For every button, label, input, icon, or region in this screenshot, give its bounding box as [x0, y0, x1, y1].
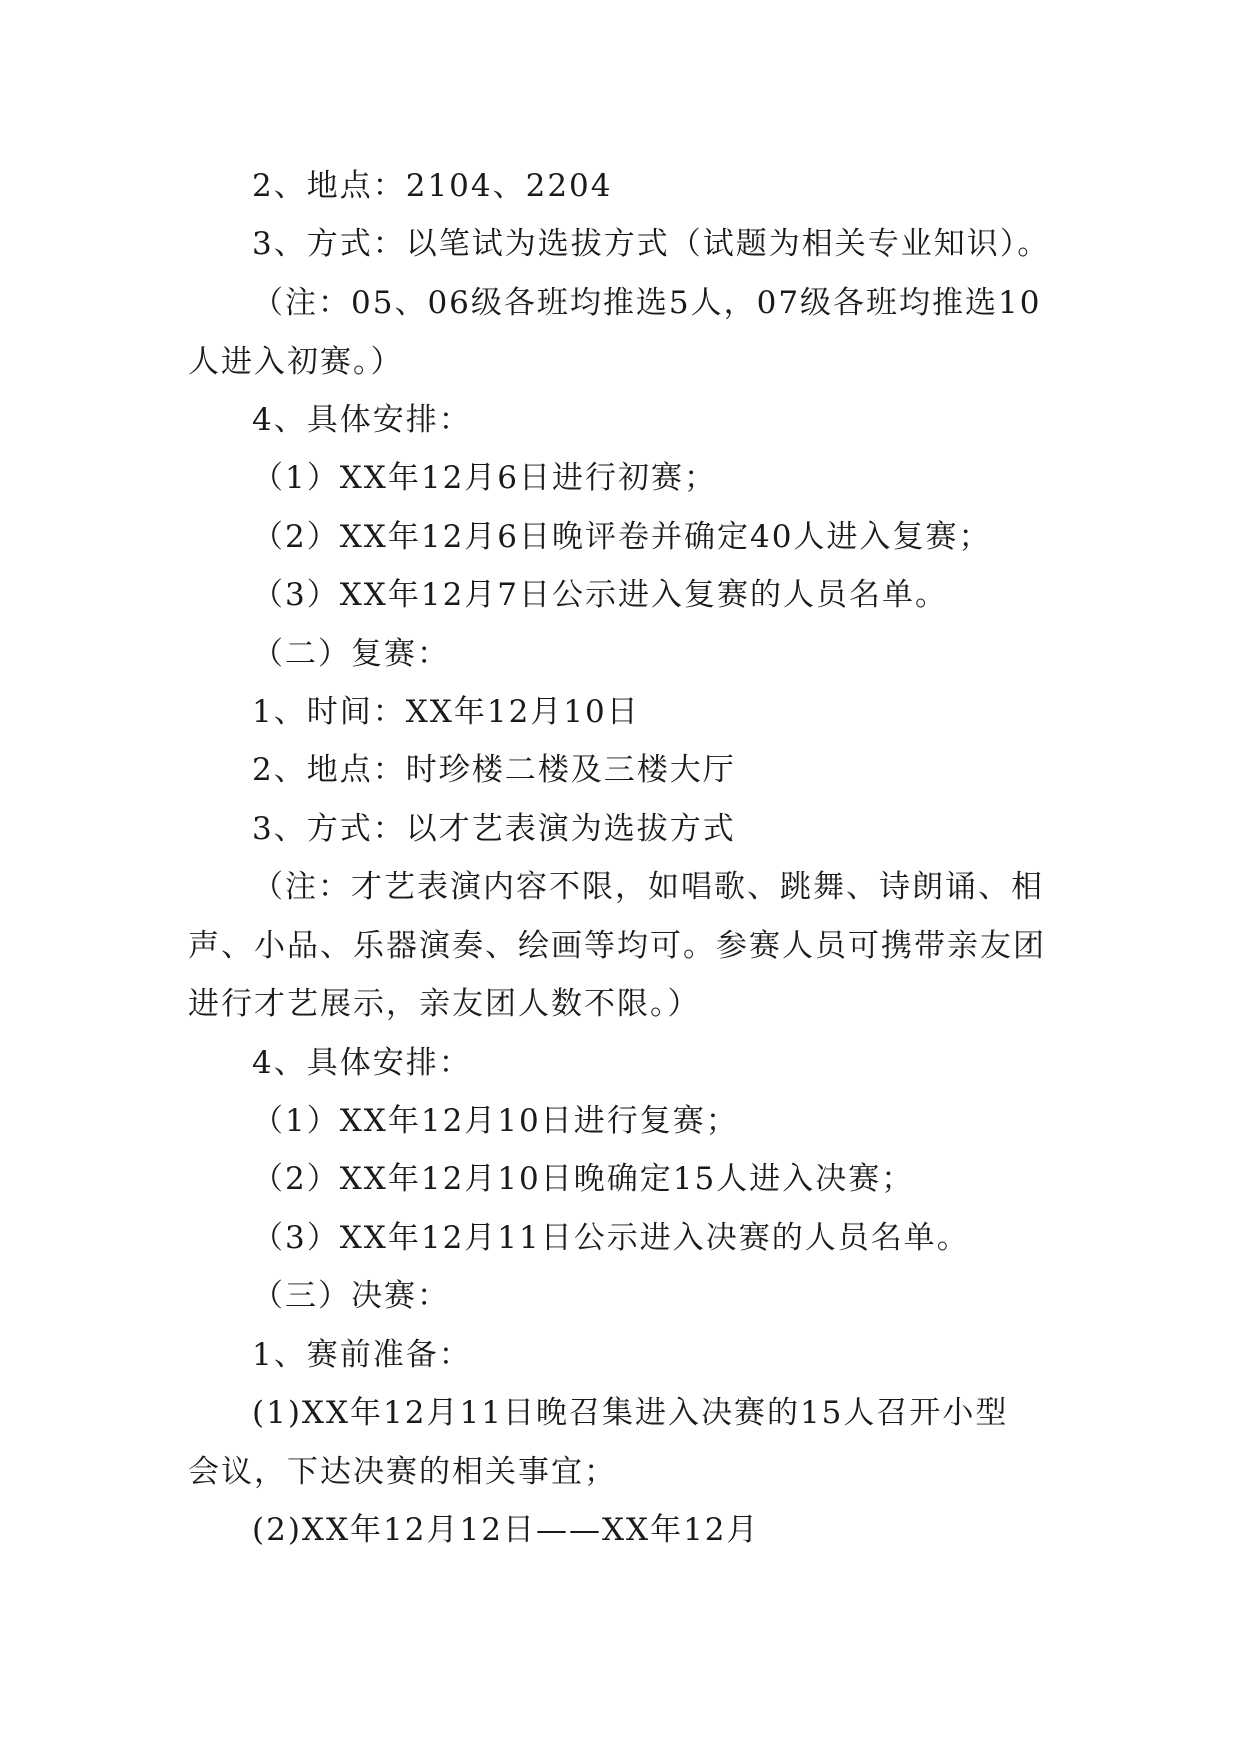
text-line: 声、小品、乐器演奏、绘画等均可。参赛人员可携带亲友团	[188, 928, 1046, 964]
text-line: 进行才艺展示，亲友团人数不限。）	[188, 986, 701, 1022]
text-line: 4、具体安排：	[252, 402, 472, 438]
text-line: 1、赛前准备：	[252, 1337, 472, 1373]
text-line: 4、具体安排：	[252, 1045, 472, 1081]
text-line: 2、地点：2104、2204	[252, 168, 613, 204]
section-heading: （二）复赛：	[252, 636, 450, 672]
text-line: （注：05、06级各班均推选5人，07级各班均推选10	[252, 285, 1042, 321]
text-line: （1）XX年12月10日进行复赛；	[252, 1103, 739, 1139]
text-line: 会议，下达决赛的相关事宜；	[188, 1454, 617, 1490]
text-line: 1、时间：XX年12月10日	[252, 694, 640, 730]
text-line: （注：才艺表演内容不限，如唱歌、跳舞、诗朗诵、相	[252, 869, 1044, 905]
text-line: （2）XX年12月10日晚确定15人进入决赛；	[252, 1161, 915, 1197]
text-line: （1）XX年12月6日进行初赛；	[252, 460, 718, 496]
text-line: (1)XX年12月11日晚召集进入决赛的15人召开小型	[252, 1395, 1009, 1431]
text-line: 人进入初赛。）	[188, 344, 404, 380]
text-line: 3、方式：以才艺表演为选拔方式	[252, 811, 736, 847]
text-line: (2)XX年12月12日——XX年12月	[252, 1512, 760, 1548]
text-line: （2）XX年12月6日晚评卷并确定40人进入复赛；	[252, 519, 992, 555]
text-line: （3）XX年12月7日公示进入复赛的人员名单。	[252, 577, 949, 613]
text-line: （3）XX年12月11日公示进入决赛的人员名单。	[252, 1220, 970, 1256]
text-line: 3、方式：以笔试为选拔方式（试题为相关专业知识）。	[252, 226, 1051, 262]
section-heading: （三）决赛：	[252, 1278, 450, 1314]
text-line: 2、地点：时珍楼二楼及三楼大厅	[252, 752, 736, 788]
